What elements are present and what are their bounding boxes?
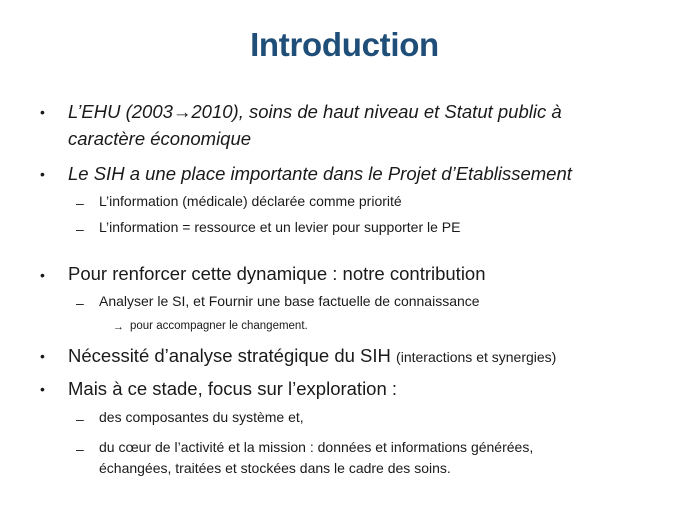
bullet-5-sub-2-line-2: échangées, traitées et stockées dans le cadre des soins. xyxy=(99,460,451,476)
bullet-icon: • xyxy=(40,267,45,283)
dash-icon: – xyxy=(76,295,84,311)
dash-icon: – xyxy=(76,441,84,457)
bullet-2-sub-2: L’information = ressource et un levier pour supporter le PE xyxy=(99,219,461,235)
bullet-4 xyxy=(68,347,556,366)
bullet-5-sub-1: des composantes du système et, xyxy=(99,409,304,425)
dash-icon: – xyxy=(76,221,84,237)
dash-icon: – xyxy=(76,195,84,211)
bullet-icon: • xyxy=(40,104,45,120)
bullet-5-sub-2-line-1: du cœur de l’activité et la mission : données et informations générées, xyxy=(99,439,534,455)
bullet-icon: • xyxy=(40,166,45,182)
bullet-3-sub-1-sub-1: pour accompagner le changement. xyxy=(130,320,308,332)
bullet-5: Mais à ce stade, focus sur l’exploration : xyxy=(68,378,398,399)
bullet-icon: • xyxy=(40,348,45,364)
bullet-1-line-2: caractère économique xyxy=(68,128,252,149)
arrow-right-icon: → xyxy=(113,321,124,333)
bullet-3-sub-1: Analyser le SI, et Fournir une base factuelle de connaissance xyxy=(99,293,480,309)
bullet-icon: • xyxy=(40,381,45,397)
bullet-2: Le SIH a une place importante dans le Projet d’Etablissement xyxy=(68,163,572,184)
bullet-1-line-1: L’EHU (2003→2010), soins de haut niveau et Statut public à xyxy=(68,101,562,122)
bullet-4-parenthetical: (interactions et synergies) xyxy=(396,349,557,365)
bullet-2-sub-1: L’information (médicale) déclarée comme priorité xyxy=(99,193,402,209)
bullet-4-main: Nécessité d’analyse stratégique du SIH xyxy=(68,345,391,366)
slide-title: Introduction xyxy=(250,26,439,63)
bullet-3: Pour renforcer cette dynamique : notre contribution xyxy=(68,263,486,284)
dash-icon: – xyxy=(76,411,84,427)
